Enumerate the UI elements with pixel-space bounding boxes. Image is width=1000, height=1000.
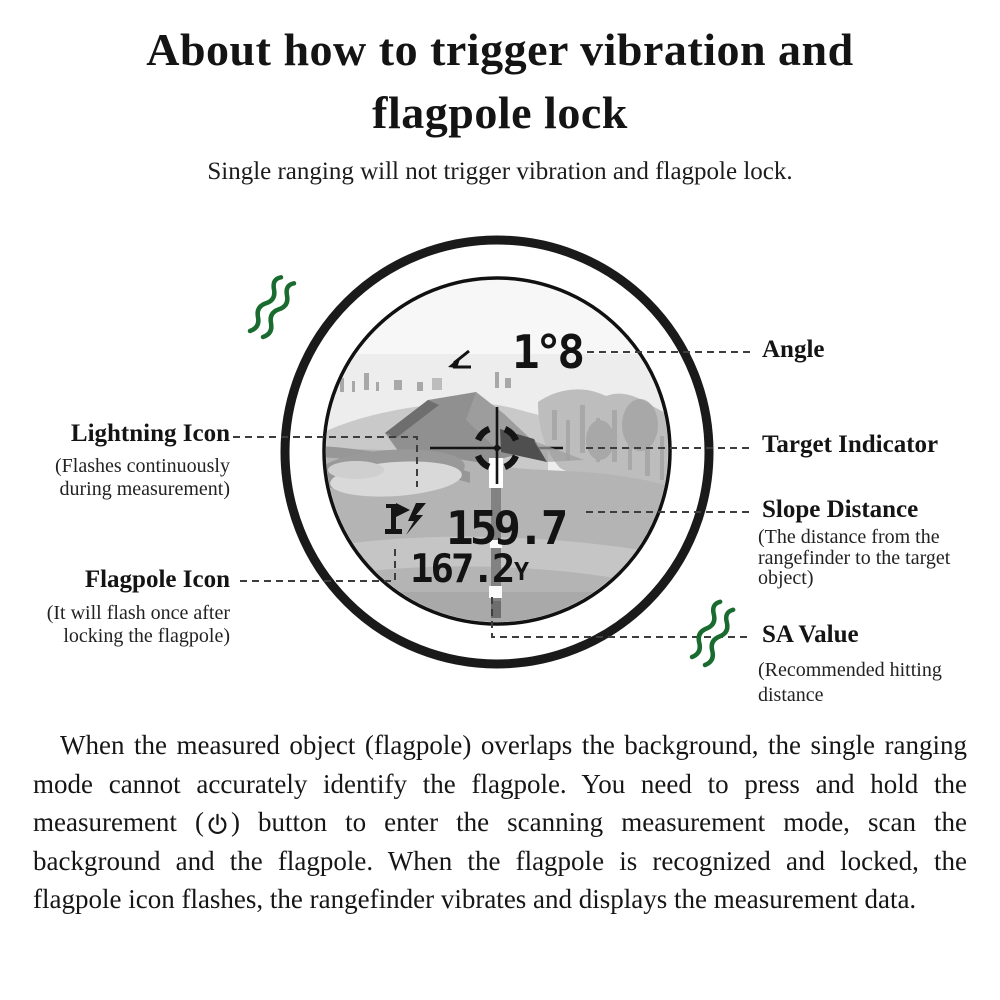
power-button-icon xyxy=(206,812,229,836)
callout-flagpole-note: (It will flash once after locking the flagpole) xyxy=(46,602,230,647)
instructions-paragraph xyxy=(33,726,967,919)
page-title-line2: flagpole lock xyxy=(372,87,628,139)
callout-slope-note: (The distance from the rangefinder to the target object) xyxy=(758,526,951,589)
callout-target-title: Target Indicator xyxy=(762,431,939,458)
vibration-icon-bottom-right xyxy=(689,600,736,666)
callout-angle-title: Angle xyxy=(762,336,825,363)
page-subtitle: Single ranging will not trigger vibration and flagpole lock. xyxy=(207,158,793,185)
callout-sa-note: (Recommended hitting distance xyxy=(758,659,942,706)
callout-flagpole-title: Flagpole Icon xyxy=(84,566,230,593)
callout-lightning-title: Lightning Icon xyxy=(70,420,230,447)
sa-unit: Y xyxy=(514,557,530,586)
slope-distance-readout: 159.7 xyxy=(446,501,565,555)
sa-value-readout: 167.2 xyxy=(410,547,513,592)
callout-lightning-note: (Flashes continuously during measurement) xyxy=(55,455,230,500)
page-title-line1: About how to trigger vibration and xyxy=(146,24,854,75)
paragraph-text-before: When the measured object (flagpole) overlaps the background, the single ranging mode cannot accurately identify the flagpole. You need to press and hold the measurement ( xyxy=(33,730,967,837)
vibration-icon-top-left xyxy=(247,276,297,339)
page-title xyxy=(0,18,1000,145)
paragraph-text-after: ) button to enter the scanning measurement mode, scan the background and the flagpole. When the flagpole is recognized and locked, the flagpole icon flashes, the rangefinder vibrates and displays the measurement data. xyxy=(33,807,967,914)
angle-readout: 1°8 xyxy=(512,325,581,379)
callout-sa-title: SA Value xyxy=(762,621,859,648)
callout-slope-title: Slope Distance xyxy=(762,496,919,523)
